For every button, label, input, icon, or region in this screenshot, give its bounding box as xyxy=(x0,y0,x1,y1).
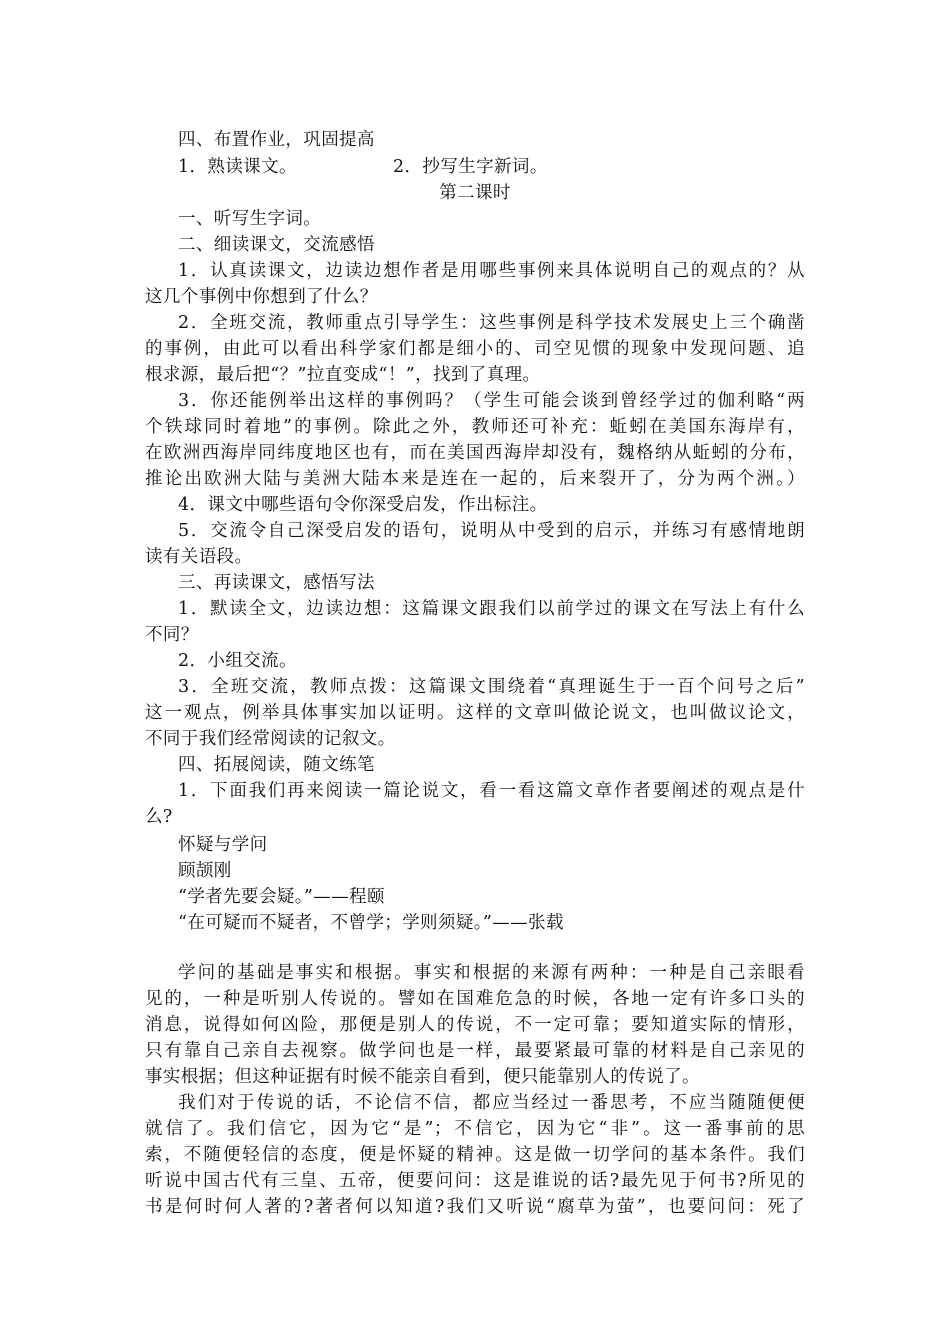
section-reread: 三、再读课文，感悟写法 xyxy=(178,573,375,593)
paragraph-line: 的事例，由此可以看出科学家们都是细小的、司空见惯的现象中发现问题、追 xyxy=(145,339,805,359)
article-paragraph-line: 事实根据；但这种证据有时候不能亲自看到，便只能靠别人的传说了。 xyxy=(145,1067,700,1087)
article-paragraph-line: 听说中国古代有三皇、五帝，便要问问：这是谁说的话?最先见于何书?所见的 xyxy=(145,1171,805,1191)
paragraph-line: 么? xyxy=(145,807,173,827)
paragraph-line: 1．默读全文，边读边想：这篇课文跟我们以前学过的课文在写法上有什么 xyxy=(178,599,805,619)
paragraph-line: 3．全班交流，教师点拨：这篇课文围绕着“真理诞生于一百个问号之后” xyxy=(178,677,805,697)
article-title: 怀疑与学问 xyxy=(178,835,268,855)
epigraph-quote: “学者先要会疑。”——程颐 xyxy=(178,887,385,907)
paragraph-line: 这一观点，例举具体事实加以证明。这样的文章叫做论说文，也叫做议论文， xyxy=(145,703,805,723)
paragraph-line: 5．交流令自己深受启发的语句，说明从中受到的启示，并练习有感情地朗 xyxy=(178,521,805,541)
heading-assign-homework: 四、布置作业，巩固提高 xyxy=(178,130,375,150)
paragraph-line: 不同于我们经常阅读的记叙文。 xyxy=(145,729,396,749)
lesson-title: 第二课时 xyxy=(439,183,511,203)
paragraph-line: 这几个事例中你想到了什么？ xyxy=(145,287,378,307)
paragraph-line: 个铁球同时着地”的事例。除此之外，教师还可补充：蚯蚓在美国东海岸有， xyxy=(145,417,805,437)
article-paragraph-line: 只有靠自己亲自去视察。做学问也是一样，最要紧最可靠的材料是自己亲见的 xyxy=(145,1041,805,1061)
section-dictation: 一、听写生字词。 xyxy=(178,209,322,229)
paragraph-line: 根求源，最后把“？”拉直变成“！”，找到了真理。 xyxy=(145,365,541,385)
article-paragraph-line: 索，不随便轻信的态度，便是怀疑的精神。这是做一切学问的基本条件。我们 xyxy=(145,1145,805,1165)
paragraph-line: 4．课文中哪些语句令你深受启发，作出标注。 xyxy=(178,495,548,515)
article-author: 顾颉刚 xyxy=(178,861,232,881)
article-paragraph-line: 学问的基础是事实和根据。事实和根据的来源有两种：一种是自己亲眼看 xyxy=(178,963,805,983)
section-extended-reading: 四、拓展阅读，随文练笔 xyxy=(178,755,375,775)
paragraph-line: 2．全班交流，教师重点引导学生：这些事例是科学技术发展史上三个确凿 xyxy=(178,313,805,333)
homework-item-2: 2．抄写生字新词。 xyxy=(393,157,548,177)
paragraph-line: 读有关语段。 xyxy=(145,547,253,567)
paragraph-line: 在欧洲西海岸同纬度地区也有，而在美国西海岸却没有，魏格纳从蚯蚓的分布， xyxy=(145,443,805,463)
paragraph-line: 2．小组交流。 xyxy=(178,651,297,671)
paragraph-line: 推论出欧洲大陆与美洲大陆本来是连在一起的，后来裂开了，分为两个洲。） xyxy=(145,469,805,489)
paragraph-line: 3．你还能例举出这样的事例吗？（学生可能会谈到曾经学过的伽利略“两 xyxy=(178,391,805,411)
section-close-reading: 二、细读课文，交流感悟 xyxy=(178,235,375,255)
article-paragraph-line: 我们对于传说的话，不论信不信，都应当经过一番思考，不应当随随便便 xyxy=(178,1093,805,1113)
article-paragraph-line: 消息，说得如何凶险，那便是别人的传说，不一定可靠；要知道实际的情形， xyxy=(145,1015,805,1035)
article-paragraph-line: 见的，一种是听别人传说的。譬如在国难危急的时候，各地一定有许多口头的 xyxy=(145,989,805,1009)
homework-item-1: 1．熟读课文。 xyxy=(178,157,297,177)
epigraph-quote: “在可疑而不疑者，不曾学；学则须疑。”——张载 xyxy=(178,913,564,933)
paragraph-line: 1．认真读课文，边读边想作者是用哪些事例来具体说明自己的观点的？从 xyxy=(178,261,805,281)
article-paragraph-line: 书是何时何人著的?著者何以知道?我们又听说“腐草为萤”，也要问问：死了 xyxy=(145,1197,805,1217)
article-paragraph-line: 就信了。我们信它，因为它“是”；不信它，因为它“非”。这一番事前的思 xyxy=(145,1119,805,1139)
paragraph-line: 不同？ xyxy=(145,625,199,645)
paragraph-line: 1．下面我们再来阅读一篇论说文，看一看这篇文章作者要阐述的观点是什 xyxy=(178,781,805,801)
